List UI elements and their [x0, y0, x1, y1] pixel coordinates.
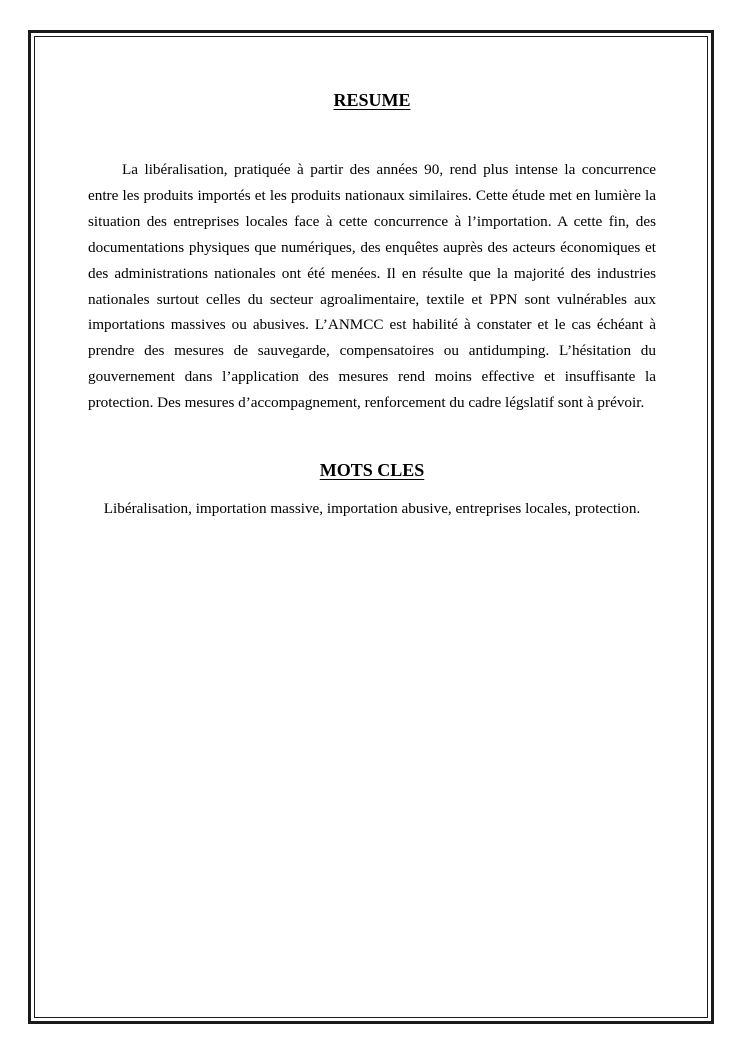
keywords-text: Libéralisation, importation massive, importation abusive, entreprises locales, protection. [103, 500, 641, 517]
resume-paragraph: La libéralisation, pratiquée à partir des années 90, rend plus intense la concurrence entre les produits importés et les produits nationaux similaires. Cette étude met en lumière la situation des entreprises locales face à cette concurrence à l’importation. A cette fin, des documentations physiques que numériques, des enquêtes auprès des acteurs économiques et des administrations nationales ont été menées. Il en résulte que la majorité des industries nationales surtout celles du secteur agroalimentaire, textile et PPN sont vulnérables aux importations massives ou abusives. L’ANMCC est habilité à constater et le cas échéant à prendre des mesures de sauvegarde, compensatoires ou antidumping. L’hésitation du gouvernement dans l’application des mesures rend moins effective et insuffisante la protection. Des mesures d’accompagnement, renforcement du cadre légslatif sont à prévoir. [88, 161, 656, 412]
resume-heading: RESUME [333, 90, 411, 110]
keywords-heading: MOTS CLES [319, 460, 425, 480]
